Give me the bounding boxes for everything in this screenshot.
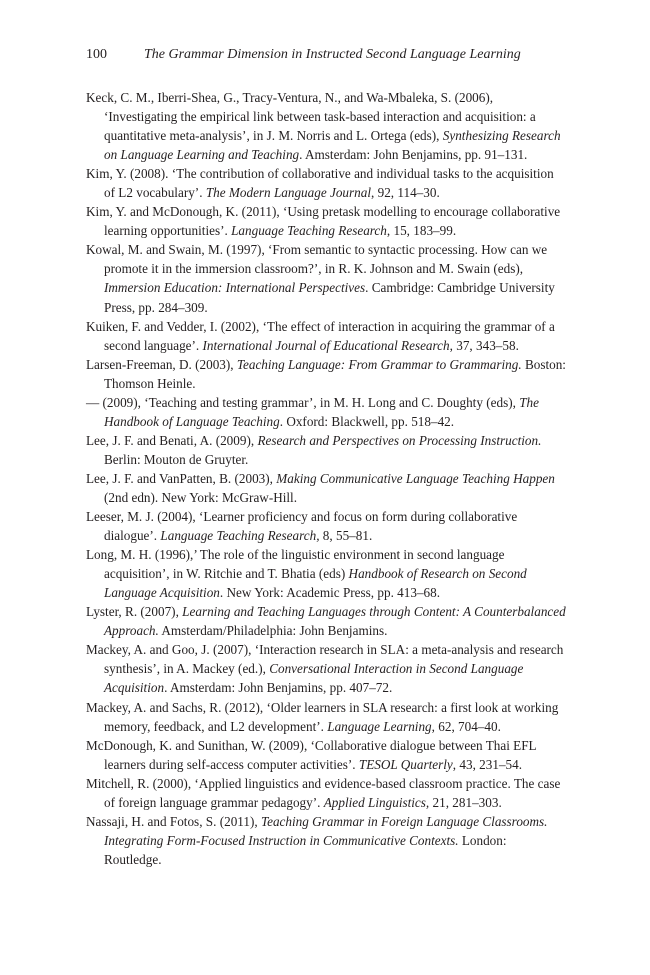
reference-title-italic: Applied Linguistics, (323, 794, 430, 810)
reference-text: Long, M. H. (1996),’ The role of the linguistic environment in second language acquisition’, in W. Ritchie and T. Bhatia (eds) (86, 547, 505, 582)
reference-text: London: Routledge. (104, 832, 507, 867)
reference-text: Lyster, R. (2007), (86, 604, 183, 620)
reference-title-italic: Making Communicative Language Teaching Happen (276, 470, 555, 486)
reference-text: Nassaji, H. and Fotos, S. (2011), (86, 813, 261, 829)
reference-text: , 15, 183–99. (386, 223, 457, 239)
running-title: The Grammar Dimension in Instructed Second Language Learning (144, 47, 521, 62)
reference-text: Boston: Thomson Heinle. (104, 356, 566, 391)
page-number: 100 (86, 47, 107, 62)
reference-entry (86, 202, 566, 240)
reference-text: 8, 55–81. (319, 528, 373, 544)
reference-text: Mitchell, R. (2000), ‘Applied linguistics and evidence-based classroom practice. The case of foreign language grammar pedagogy’. (86, 775, 561, 810)
reference-text: . Amsterdam: John Benjamins, pp. 91–131. (299, 147, 528, 163)
reference-entry (86, 393, 566, 431)
reference-title-italic: Language Teaching Research, (160, 528, 320, 544)
reference-title-italic: Synthesizing Research on Language Learning and Teaching (104, 128, 561, 163)
reference-entry (86, 240, 566, 316)
reference-title-italic: Learning and Teaching Languages through Content: A Counterbalanced Approach. (104, 604, 566, 639)
reference-entry (86, 164, 566, 202)
reference-text: Kuiken, F. and Vedder, I. (2002), ‘The effect of interaction in acquiring the grammar of a second language’. (86, 318, 555, 353)
reference-text: . Amsterdam: John Benjamins, pp. 407–72. (164, 680, 393, 696)
reference-text: — (2009), ‘Teaching and testing grammar’, in M. H. Long and C. Doughty (eds), (86, 394, 520, 410)
reference-text: Leeser, M. J. (2004), ‘Learner proficiency and focus on form during collaborative dialogue’. (86, 509, 518, 544)
reference-text: , 62, 704–40. (431, 718, 501, 734)
reference-title-italic: Teaching Language: From Grammar to Grammaring. (236, 356, 522, 372)
reference-title-italic: Immersion Education: International Perspectives (104, 280, 366, 296)
reference-title-italic: International Journal of Educational Research (202, 337, 450, 353)
reference-entry (86, 355, 566, 393)
reference-title-italic: TESOL Quarterly (358, 756, 453, 772)
reference-list (86, 88, 566, 869)
reference-text: Amsterdam/Philadelphia: John Benjamins. (158, 623, 388, 639)
reference-entry (86, 774, 566, 812)
reference-title-italic: Language Teaching Research (231, 223, 387, 239)
reference-text: (2nd edn). New York: McGraw-Hill. (104, 489, 298, 505)
reference-text: , 43, 231–54. (452, 756, 523, 772)
reference-text: Larsen-Freeman, D. (2003), (86, 356, 237, 372)
reference-entry (86, 640, 566, 697)
reference-title-italic: The Modern Language Journal (205, 185, 372, 201)
reference-entry (86, 88, 566, 164)
reference-title-italic: The Handbook of Language Teaching (104, 394, 539, 429)
reference-text: Berlin: Mouton de Gruyter. (104, 451, 249, 467)
reference-entry (86, 698, 566, 736)
reference-title-italic: Language Learning (327, 718, 432, 734)
reference-entry (86, 812, 566, 869)
reference-text: McDonough, K. and Sunithan, W. (2009), ‘Collaborative dialogue between Thai EFL learners during self-access computer activities’. (86, 737, 537, 772)
reference-entry (86, 545, 566, 602)
reference-text: Keck, C. M., Iberri-Shea, G., Tracy-Ventura, N., and Wa-Mbaleka, S. (2006), ‘Investigating the empirical link between task-based interaction and acquisition: a quantitative meta-analysis’, in J. M. Norris and L. Ortega (eds), (86, 90, 536, 144)
reference-text: . Oxford: Blackwell, pp. 518–42. (279, 413, 455, 429)
reference-entry (86, 507, 566, 545)
reference-title-italic: Teaching Grammar in Foreign Language Classrooms. Integrating Form-Focused Instruction in Communicative Contexts. (104, 813, 548, 848)
reference-text: Lee, J. F. and VanPatten, B. (2003), (86, 470, 277, 486)
reference-text: Mackey, A. and Goo, J. (2007), ‘Interaction research in SLA: a meta-analysis and research synthesis’, in A. Mackey (ed.), (86, 642, 564, 677)
reference-entry (86, 602, 566, 640)
reference-text: Kim, Y. and McDonough, K. (2011), ‘Using pretask modelling to encourage collaborative learning opportunities’. (86, 204, 561, 239)
reference-text: . Cambridge: Cambridge University Press, pp. 284–309. (104, 280, 555, 315)
reference-title-italic: Handbook of Research on Second Language Acquisition (104, 566, 527, 601)
reference-entry (86, 431, 566, 469)
reference-text: Kowal, M. and Swain, M. (1997), ‘From semantic to syntactic processing. How can we promote it in the immersion classroom?’, in R. K. Johnson and M. Swain (eds), (86, 242, 548, 277)
reference-text: , 92, 114–30. (371, 185, 440, 201)
reference-text: Lee, J. F. and Benati, A. (2009), (86, 432, 258, 448)
reference-text: , 37, 343–58. (449, 337, 519, 353)
reference-title-italic: Conversational Interaction in Second Language Acquisition (104, 661, 524, 696)
reference-entry (86, 469, 566, 507)
reference-entry (86, 736, 566, 774)
reference-title-italic: Research and Perspectives on Processing Instruction. (257, 432, 542, 448)
reference-entry (86, 317, 566, 355)
reference-text: Kim, Y. (2008). ‘The contribution of collaborative and individual tasks to the acquisition of L2 vocabulary’. (86, 166, 554, 201)
reference-text: 21, 281–303. (429, 794, 502, 810)
reference-text: Mackey, A. and Sachs, R. (2012), ‘Older learners in SLA research: a first look at working memory, feedback, and L2 development’. (86, 699, 559, 734)
reference-text: . New York: Academic Press, pp. 413–68. (219, 585, 441, 601)
running-header (86, 46, 610, 64)
